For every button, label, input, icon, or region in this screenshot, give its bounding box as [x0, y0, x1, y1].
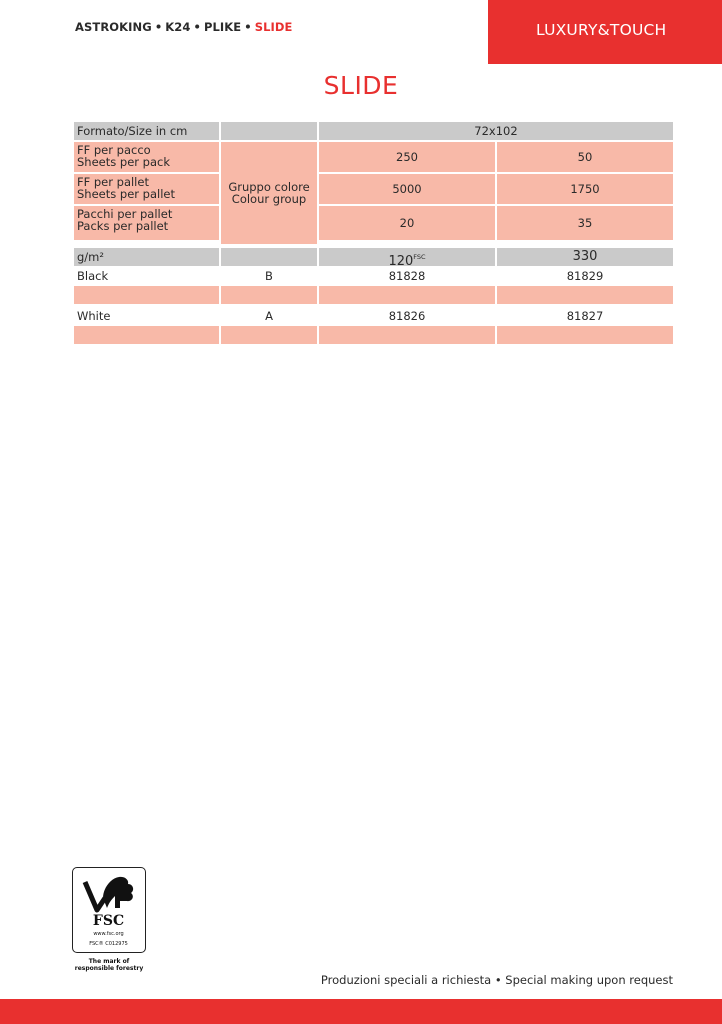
breadcrumb-separator: • [154, 20, 163, 34]
fsc-logo [72, 867, 146, 953]
format-value: 72x102 [319, 122, 673, 140]
breadcrumb-item[interactable]: ASTROKING [75, 20, 152, 34]
empty-cell [221, 286, 317, 304]
row-label-en: Sheets per pallet [77, 186, 175, 201]
footer-note: Produzioni speciali a richiesta • Special making upon request [320, 973, 673, 987]
product-code: 81828 [388, 269, 426, 283]
brand-label: LUXURY&TOUCH [536, 21, 667, 39]
empty-cell [74, 286, 219, 304]
spec-table [74, 122, 673, 346]
row-label-it: FF per pallet [77, 175, 149, 189]
empty-cell [497, 286, 673, 304]
colour-group: B [265, 269, 273, 283]
product-code: 81826 [388, 309, 426, 323]
empty-cell [497, 326, 673, 344]
row-label [74, 142, 219, 172]
colour-group-label-it: Gruppo colore [228, 180, 310, 194]
breadcrumb-current: SLIDE [254, 20, 293, 34]
gsm-label: g/m² [74, 248, 219, 266]
colour-group-label-en: Colour group [231, 192, 307, 206]
gsm-number: 120 [388, 254, 414, 269]
row-label [74, 174, 219, 204]
values-column-1 [319, 142, 495, 244]
table-cell: 35 [497, 206, 673, 240]
fsc-license: FSC® C012975 [89, 941, 128, 947]
empty-cell [221, 248, 317, 266]
format-label: Formato/Size in cm [74, 122, 219, 140]
empty-cell [319, 326, 495, 344]
format-row [74, 122, 673, 140]
row-label-it: Pacchi per pallet [77, 207, 173, 221]
colour-group: A [265, 309, 273, 323]
fsc-url: www.fsc.org [93, 931, 124, 937]
fsc-logo-text: FSC [92, 913, 125, 929]
breadcrumb-item[interactable]: K24 [165, 20, 191, 34]
breadcrumb-separator: • [244, 20, 252, 34]
colour-name: White [77, 309, 111, 323]
gsm-value [497, 248, 673, 266]
table-row-spacer [74, 326, 673, 344]
colour-name: Black [77, 269, 109, 283]
pack-labels [74, 142, 219, 244]
table-cell: 250 [319, 142, 495, 172]
fsc-superscript: FSC [413, 253, 426, 261]
table-cell: 5000 [319, 174, 495, 204]
gsm-number: 330 [572, 249, 598, 264]
breadcrumb [75, 20, 293, 34]
empty-cell [221, 122, 317, 140]
product-code: 81827 [566, 309, 604, 323]
table-row [74, 306, 673, 326]
table-cell: 1750 [497, 174, 673, 204]
table-cell: 20 [319, 206, 495, 240]
table-row-spacer [74, 286, 673, 304]
product-code: 81829 [566, 269, 604, 283]
breadcrumb-item[interactable]: PLIKE [203, 20, 242, 34]
breadcrumb-separator: • [193, 20, 201, 34]
values-column-2 [497, 142, 673, 244]
footer-bar [0, 999, 722, 1024]
empty-cell [319, 286, 495, 304]
table-cell: 50 [497, 142, 673, 172]
empty-cell [221, 326, 317, 344]
row-label-it: FF per pacco [77, 143, 151, 157]
table-row [74, 266, 673, 286]
row-label-en: Sheets per pack [77, 154, 170, 169]
page-title: SLIDE [323, 71, 399, 100]
gsm-value [319, 248, 495, 269]
gsm-row [74, 248, 673, 269]
row-label [74, 206, 219, 240]
fsc-tree-check-icon [73, 868, 144, 951]
empty-cell [74, 326, 219, 344]
pack-info-group [74, 142, 673, 244]
row-label-en: Packs per pallet [77, 218, 169, 233]
fsc-caption: The mark of responsible forestry [74, 958, 144, 972]
colour-group-cell [221, 142, 317, 244]
